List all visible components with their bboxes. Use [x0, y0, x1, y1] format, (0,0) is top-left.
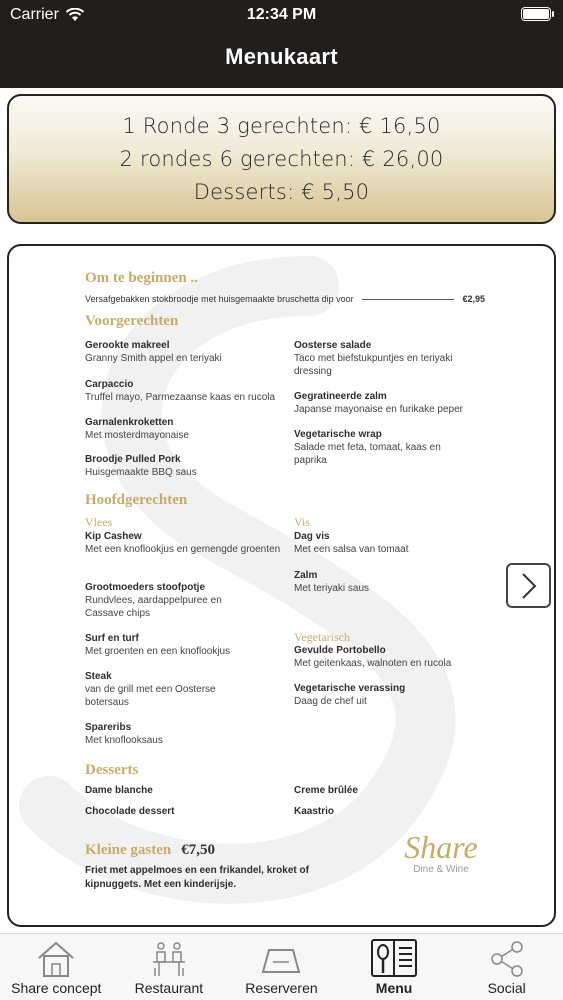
status-time: 12:34 PM [246, 6, 317, 23]
tab-reserveren[interactable] [225, 934, 338, 1000]
item-name: Steak [85, 671, 112, 682]
item-name: Surf en turf [85, 633, 139, 644]
top-bar [0, 0, 563, 88]
item-name: Kaastrio [294, 806, 335, 817]
item-name: Creme brûlée [294, 785, 358, 796]
item-desc: Salade met feta, tomaat, kaas en paprika [294, 442, 441, 466]
section-title-desserts: Desserts [85, 762, 139, 778]
item-name: Garnalenkroketten [85, 417, 174, 428]
item-name: Dag vis [294, 531, 330, 542]
item-desc: Taco met biefstukpuntjes en teriyaki dressing [294, 353, 453, 377]
item-desc: Truffel mayo, Parmezaanse kaas en rucola [85, 392, 276, 403]
item-name: Gerookte makreel [85, 340, 170, 351]
item-name: Grootmoeders stoofpotje [85, 582, 206, 593]
dining-table-icon [149, 940, 189, 978]
menu-item [85, 530, 285, 556]
item-desc: Met groenten en een knoflookjus [85, 646, 231, 657]
page-title: Menukaart [225, 44, 338, 69]
price-banner [7, 94, 556, 224]
section-title-hoofdgerechten: Hoofdgerechten [85, 492, 188, 508]
start-item [85, 294, 485, 304]
menu-item [294, 569, 494, 595]
item-desc: Met teriyaki saus [294, 583, 370, 594]
logo-wordmark: Share [404, 829, 478, 865]
tab-bar [0, 933, 563, 1000]
item-desc: Met geitenkaas, walnoten en rucola [294, 658, 452, 669]
menu-item [294, 428, 444, 467]
subheading-vegetarisch: Vegetarisch [294, 630, 350, 644]
section-title-start: Om te beginnen .. [85, 270, 198, 286]
kids-menu-header [85, 842, 215, 859]
tab-label: Menu [375, 980, 413, 996]
start-item-text: Versafgebakken stokbroodje met huisgemaakte bruschetta dip voor [85, 294, 354, 304]
item-desc: Met een knoflookjus en gemengde groenten [85, 544, 281, 555]
menu-item [294, 339, 474, 378]
tab-social[interactable] [450, 934, 563, 1000]
item-name: Vegetarische verassing [294, 683, 406, 694]
price-line-3: Desserts: € 5,50 [193, 179, 370, 204]
item-name: Carpaccio [85, 379, 134, 390]
subheading-vis: Vis [294, 515, 310, 529]
share-icon [487, 940, 527, 978]
item-desc: Huisgemaakte BBQ saus [85, 467, 197, 478]
tab-label: Share concept [11, 980, 102, 996]
menu-item [294, 805, 494, 818]
item-desc: Granny Smith appel en teriyaki [85, 353, 222, 364]
item-name: Spareribs [85, 722, 132, 733]
share-logo [391, 830, 491, 875]
item-desc: Met knoflooksaus [85, 735, 163, 746]
item-name: Oosterse salade [294, 340, 372, 351]
menu-item [294, 530, 494, 556]
item-name: Vegetarische wrap [294, 429, 382, 440]
menu-item [85, 581, 245, 620]
section-title-kleine-gasten: Kleine gasten [85, 842, 172, 858]
kids-menu-price: €7,50 [181, 842, 215, 858]
start-item-price: €2,95 [462, 294, 485, 304]
menu-item [85, 378, 285, 404]
menu-item [294, 644, 494, 670]
chevron-right-icon [518, 571, 540, 601]
menu-item [85, 632, 285, 658]
item-name: Broodje Pulled Pork [85, 454, 181, 465]
menu-item [85, 805, 285, 818]
item-desc: Met een salsa van tomaat [294, 544, 409, 555]
status-bar [0, 4, 563, 26]
item-name: Dame blanche [85, 785, 153, 796]
item-desc: van de grill met een Oosterse botersaus [85, 684, 216, 708]
tab-label: Reserveren [245, 980, 318, 996]
carrier-label: Carrier [10, 6, 59, 23]
reservation-sign-icon [259, 940, 303, 978]
menu-book-icon [370, 938, 418, 978]
price-line-1: 1 Ronde 3 gerechten: € 16,50 [122, 113, 441, 138]
menu-item [85, 416, 285, 442]
battery-icon [521, 7, 551, 21]
tab-label: Restaurant [134, 980, 204, 996]
price-line-2: 2 rondes 6 gerechten: € 26,00 [119, 146, 444, 171]
tab-restaurant[interactable] [113, 934, 226, 1000]
menu-item [85, 784, 285, 797]
menu-card[interactable] [7, 244, 556, 927]
menu-item [294, 682, 494, 708]
item-desc: Japanse mayonaise en furikake peper [294, 404, 463, 415]
next-page-button[interactable] [506, 563, 551, 608]
kids-menu-desc: Friet met appelmoes en een frikandel, kroket of kipnuggets. Met een kinderijsje. [85, 865, 309, 890]
logo-tagline: Dine & Wine [413, 864, 469, 875]
item-name: Kip Cashew [85, 531, 142, 542]
item-name: Zalm [294, 570, 318, 581]
subheading-vlees: Vlees [85, 515, 113, 529]
menu-item [85, 670, 235, 709]
item-name: Gegratineerde zalm [294, 391, 387, 402]
menu-item [294, 784, 494, 797]
price-leader [362, 299, 455, 300]
tab-menu[interactable] [338, 934, 451, 1000]
item-desc: Rundvlees, aardappelpuree en Cassave chips [85, 595, 222, 619]
house-icon [36, 940, 76, 978]
menu-item [85, 339, 285, 365]
item-desc: Met mosterdmayonaise [85, 430, 189, 441]
section-title-voorgerechten: Voorgerechten [85, 313, 179, 329]
item-desc: Daag de chef uit [294, 696, 367, 707]
menu-item [85, 721, 285, 747]
menu-item [85, 453, 285, 479]
item-name: Gevulde Portobello [294, 645, 386, 656]
item-name: Chocolade dessert [85, 806, 175, 817]
menu-item [294, 390, 484, 416]
tab-label: Social [487, 980, 526, 996]
tab-share-concept[interactable] [0, 934, 113, 1000]
